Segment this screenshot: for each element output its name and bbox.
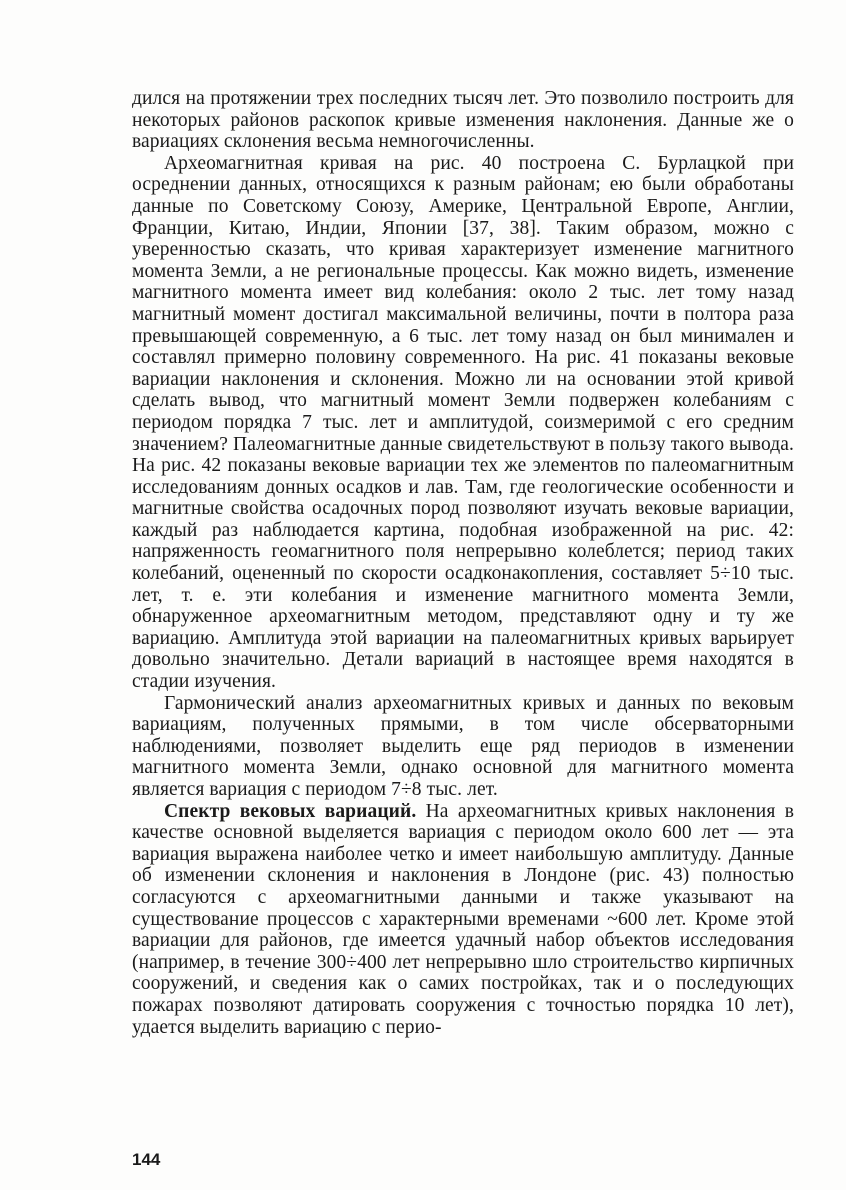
section-heading-inline: Спектр вековых вариаций. — [164, 800, 417, 822]
paragraph-3-text: Гармонический анализ археомагнитных кривых и данных по вековым вариациям, полученных прямыми, в том числе обсерваторными наблюдениями, позволяет выделить еще ряд периодов в изменении магнитного момента Земли, однако основной для магнитного момента является вариация с периодом 7÷8 тыс. лет. — [132, 692, 794, 800]
body-text — [132, 88, 794, 1038]
paragraph-2-text: Археомагнитная кривая на рис. 40 построена С. Бурлацкой при осреднении данных, относящихся к разным районам; ею были обработаны данные по Советскому Союзу, Америке, Центральной Европе, Англии, Франции, Китаю, Индии, Японии [37, 38]. Таким образом, можно с уверенностью сказать, что кривая характеризует изменение магнитного момента Земли, а не региональные процессы. Как можно видеть, изменение магнитного момента имеет вид колебания: около 2 тыс. лет тому назад магнитный момент достигал максимальной величины, почти в полтора раза превышающей современную, а 6 тыс. лет тому назад он был минимален и составлял примерно половину современного. На рис. 41 показаны вековые вариации наклонения и склонения. Можно ли на основании этой кривой сделать вывод, что магнитный момент Земли подвержен колебаниям с периодом порядка 7 тыс. лет и амплитудой, соизмеримой с его средним значением? Палеомагнитные данные свидетельствуют в пользу такого вывода. На рис. 42 показаны вековые вариации тех же элементов по палеомагнитным исследованиям донных осадков и лав. Там, где геологические особенности и магнитные свойства осадочных пород позволяют изучать вековые вариации, каждый раз наблюдается картина, подобная изображенной на рис. 42: напряженность геомагнитного поля непрерывно колеблется; период таких колебаний, оцененный по скорости осадконакопления, составляет 5÷10 тыс. лет, т. е. эти колебания и изменение магнитного момента Земли, обнаруженное археомагнитным методом, представляют одну и ту же вариацию. Амплитуда этой вариации на палеомагнитных кривых варьирует довольно значительно. Детали вариаций в настоящее время находятся в стадии изучения. — [132, 152, 794, 693]
paragraph-1 — [132, 88, 794, 153]
paragraph-4 — [132, 801, 794, 1039]
page-number: 144 — [132, 1150, 161, 1169]
paragraph-4-text: На археомагнитных кривых наклонения в качестве основной выделяется вариация с периодом около 600 лет — эта вариация выражена наиболее четко и имеет наибольшую амплитуду. Данные об изменении склонения и наклонения в Лондоне (рис. 43) полностью согласуются с археомагнитными данными и также указывают на существование процессов с характерными временами ~600 лет. Кроме этой вариации для районов, где имеется удачный набор объектов исследования (например, в течение 300÷400 лет непрерывно шло строительство кирпичных сооружений, и сведения как о самих постройках, так и о последующих пожарах позволяют датировать сооружения с точностью порядка 10 лет), удается выделить вариацию с перио- — [132, 800, 794, 1038]
paragraph-2 — [132, 153, 794, 693]
paragraph-1-text: дился на протяжении трех последних тысяч лет. Это позволило построить для некоторых районов раскопок кривые изменения наклонения. Данные же о вариациях склонения весьма немногочисленны. — [132, 88, 794, 153]
paragraph-3 — [132, 693, 794, 801]
